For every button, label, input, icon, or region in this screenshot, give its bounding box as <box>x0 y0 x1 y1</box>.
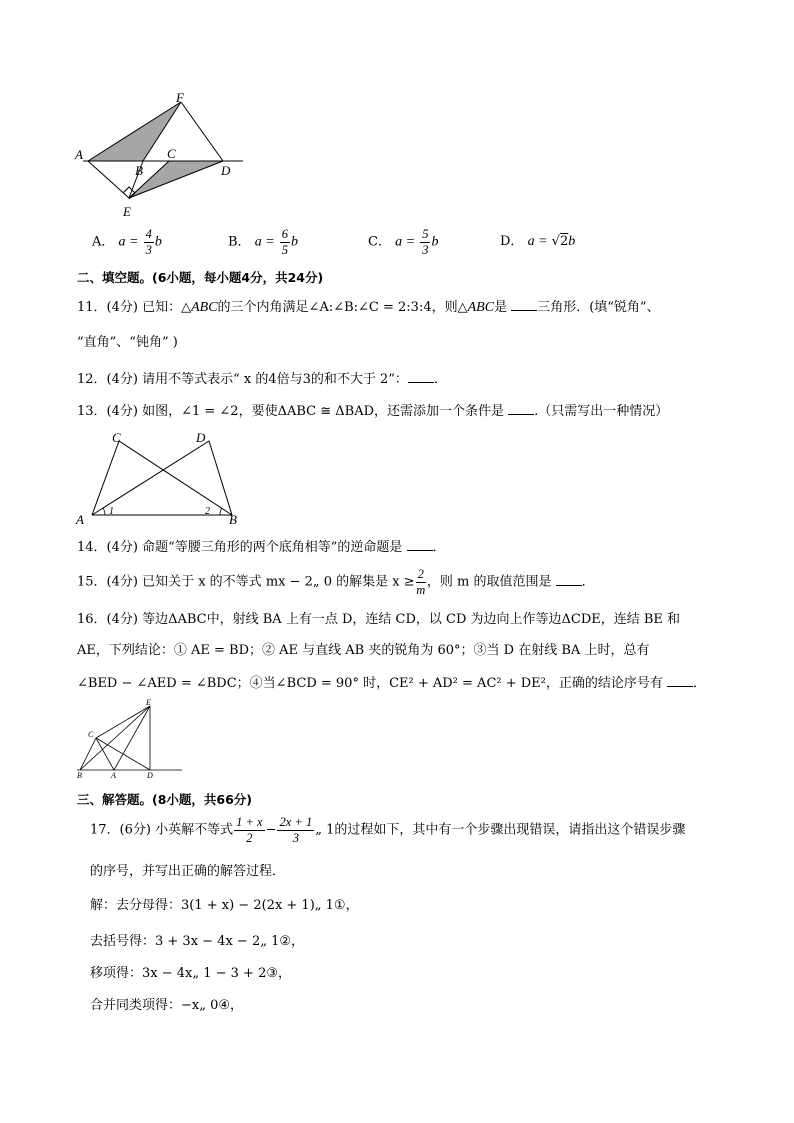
label-A: A <box>76 512 84 527</box>
question-17-line2: 的序号，并写出正确的解答过程． <box>90 864 286 879</box>
label-A: A <box>111 771 116 780</box>
question-16-line1: 16．(4分) 等边ΔABC中，射线 BA 上有一点 D，连结 CD，以 CD 为边向上作等边ΔCDE，连结 BE 和 <box>77 612 681 627</box>
label-C: C <box>88 730 94 739</box>
label-B: B <box>229 512 237 527</box>
option-a: A． a = $\frac{4}{3}$ b <box>92 227 162 257</box>
label-D: D <box>221 163 231 178</box>
option-b: B． a = $\frac{6}{5}$ b <box>228 227 299 257</box>
figure-q10 <box>70 90 250 220</box>
angle-1-label: 1 <box>109 506 114 517</box>
answer-blank[interactable] <box>407 538 433 551</box>
label-D: D <box>147 771 153 780</box>
fraction-2: $\frac{2x + 1}{3}$ <box>279 815 313 845</box>
figure-q16 <box>72 698 187 780</box>
label-E: E <box>123 204 131 219</box>
answer-blank[interactable] <box>408 370 434 383</box>
solution-step-2: 去括号得：3 + 3x − 4x − 2„ 1②， <box>90 934 305 949</box>
option-d: D． a = √2b <box>500 234 576 249</box>
figure-q13 <box>70 428 250 528</box>
shaded-triangle-lower <box>129 161 223 198</box>
label-C: C <box>167 146 176 161</box>
solution-step-1: 解：去分母得：3(1 + x) − 2(2x + 1)„ 1①， <box>90 898 359 913</box>
label-F: F <box>176 90 184 105</box>
label-B: B <box>135 163 143 178</box>
section-3-title: 三、解答题。(8小题，共66分) <box>77 792 253 807</box>
answer-blank[interactable] <box>556 573 582 586</box>
triangle-abc <box>92 441 232 515</box>
question-16-line2: AE，下列结论：① AE = BD；② AE 与直线 AB 夹的锐角为 60°；③当 D 在射线 BA 上时，总有 <box>77 643 650 658</box>
question-12: 12．(4分) 请用不等式表示“ x 的4倍与3的和不大于 2”： ． <box>77 372 447 387</box>
fraction-2-over-m: $\frac{2}{m}$ <box>416 567 426 597</box>
label-C: C <box>112 430 121 445</box>
question-13: 13．(4分) 如图，∠1 = ∠2，要使ΔABC ≅ ΔBAD，还需添加一个条件是 .（只需写出一种情况） <box>77 404 669 419</box>
answer-blank[interactable] <box>508 402 534 415</box>
question-16-line3: ∠BED − ∠AED = ∠BDC；④当∠BCD = 90° 时，CE² + AD² = AC² + DE²，正确的结论序号有 ． <box>77 676 707 691</box>
question-11-line2: “直角”、“钝角” ) <box>77 335 178 350</box>
triangle-bad <box>92 441 232 515</box>
label-E: E <box>146 698 151 707</box>
fraction-1: $\frac{1 + x}{2}$ <box>236 815 263 845</box>
question-11: 11．(4分) 已知：△ABC的三个内角满足∠A:∠B:∠C = 2:3:4，则△ABC是 三角形．(填“锐角”、 <box>77 300 660 315</box>
label-B: B <box>77 771 82 780</box>
question-15: 15．(4分) 已知关于 x 的不等式 mx − 2„ 0 的解集是 x ≥ $\frac{2}{m}$ ，则 m 的取值范围是 ． <box>77 567 595 597</box>
answer-blank[interactable] <box>511 298 537 311</box>
question-17: 17．(6分) 小英解不等式 $\frac{1 + x}{2}$ − $\frac{2x + 1}{3}$ „ 1的过程如下，其中有一个步骤出现错误，请指出这个错误步骤 <box>90 815 686 845</box>
label-D: D <box>196 430 206 445</box>
section-2-title: 二、填空题。(6小题，每小题4分，共24分) <box>77 270 324 285</box>
angle-2-label: 2 <box>205 506 210 517</box>
option-c: C． a = $\frac{5}{3}$ b <box>368 227 439 257</box>
solution-step-4: 合并同类项得：−x„ 0④， <box>90 998 244 1013</box>
sqrt-symbol: √ <box>551 234 560 249</box>
solution-step-3: 移项得：3x − 4x„ 1 − 3 + 2③， <box>90 966 292 981</box>
answer-blank[interactable] <box>667 674 693 687</box>
label-A: A <box>75 147 83 162</box>
question-14: 14．(4分) 命题“等腰三角形的两个底角相等”的逆命题是 ． <box>77 540 446 555</box>
